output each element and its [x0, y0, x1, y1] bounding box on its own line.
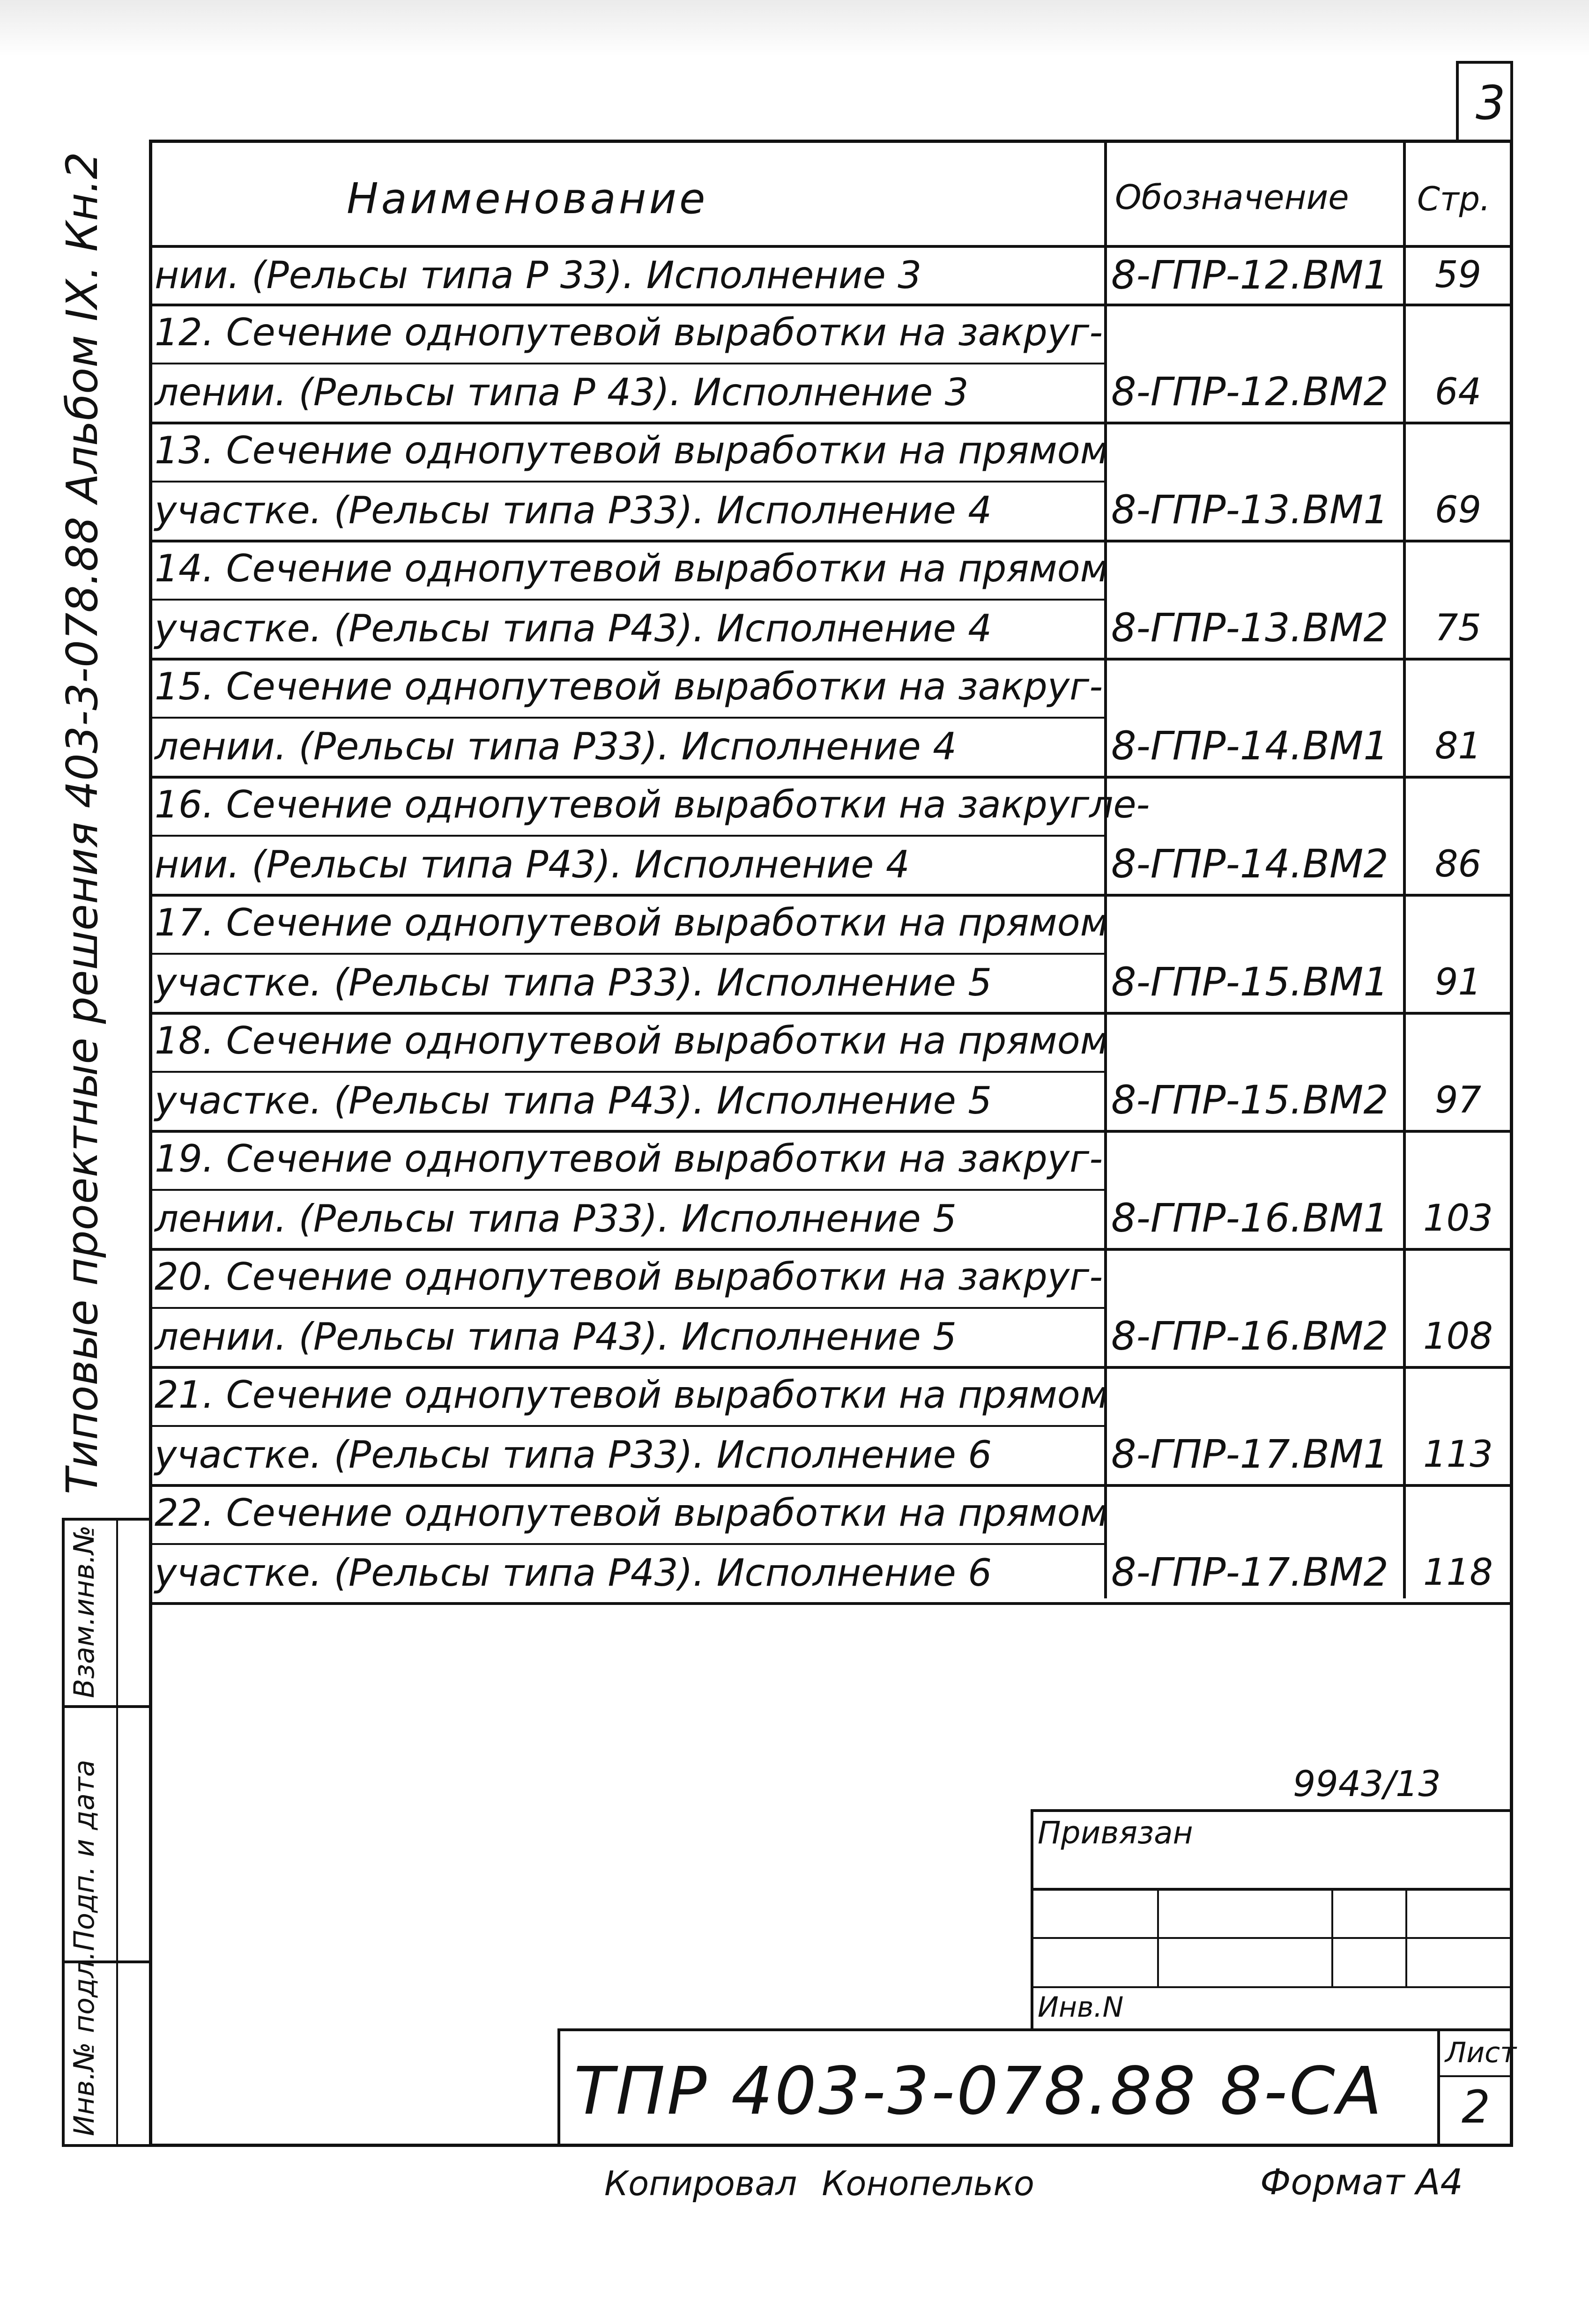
title-block-sheet-divider: [1437, 2028, 1440, 2147]
table-row-code: 8-ГПР-14.ВМ1: [1111, 723, 1389, 769]
header-code: Обозначение: [1115, 178, 1349, 217]
row-line: [149, 304, 1513, 306]
table-row-code: 8-ГПР-13.ВМ2: [1111, 605, 1389, 651]
left-strip-sign: Подп. и дата: [68, 1760, 101, 1951]
table-row-text: 22. Сечение однопутевой выработки на прямом: [155, 1491, 1109, 1535]
corner-box-left: [1456, 61, 1459, 140]
table-row-text: участке. (Рельсы типа Р33). Исполнение 5: [155, 961, 992, 1004]
title-block-top: [557, 2028, 1513, 2031]
stamp-left: [1031, 1809, 1033, 2029]
table-row-code: 8-ГПР-17.ВМ1: [1111, 1431, 1389, 1477]
sheet-corner-number: 3: [1476, 75, 1506, 130]
table-row-page: 69: [1434, 489, 1482, 531]
table-row-text: лении. (Рельсы типа Р33). Исполнение 4: [155, 725, 957, 768]
table-row-code: 8-ГПР-14.ВМ2: [1111, 841, 1389, 887]
table-row-text: 13. Сечение однопутевой выработки на прямом: [155, 429, 1109, 472]
table-row-text: 12. Сечение однопутевой выработки на закруг-: [155, 311, 1103, 354]
row-mid-line: [149, 1071, 1104, 1073]
row-line: [149, 1012, 1513, 1015]
left-strip-div1: [62, 1705, 149, 1708]
table-row-text: 14. Сечение однопутевой выработки на прямом: [155, 547, 1109, 590]
row-line: [149, 422, 1513, 424]
stamp-number: 9943/13: [1293, 1763, 1441, 1804]
left-strip-inner: [116, 1518, 118, 2147]
table-row-page: 75: [1434, 607, 1482, 649]
row-mid-line: [149, 953, 1104, 955]
stamp-inv-label: Инв.N: [1038, 1991, 1124, 2024]
row-mid-line: [149, 1425, 1104, 1427]
table-row-text: участке. (Рельсы типа Р43). Исполнение 5: [155, 1079, 992, 1122]
table-row-text: участке. (Рельсы типа Р43). Исполнение 4: [155, 607, 992, 650]
table-row-page: 108: [1423, 1315, 1493, 1358]
row-line: [149, 894, 1513, 897]
table-row-text: нии. (Рельсы типа Р43). Исполнение 4: [155, 843, 910, 886]
row-mid-line: [149, 1543, 1104, 1545]
table-row-page: 81: [1434, 725, 1482, 767]
side-title: Типовые проектные решения 403-3-078.88 Альбом IX. Кн.2: [57, 152, 107, 1494]
row-mid-line: [149, 835, 1104, 837]
table-row-page: 103: [1423, 1197, 1493, 1240]
left-strip-replace: Взам.инв.№: [68, 1525, 101, 1698]
row-line: [149, 1484, 1513, 1487]
stamp-col3: [1405, 1888, 1407, 1986]
table-row-text: 18. Сечение однопутевой выработки на прямом: [155, 1019, 1109, 1062]
stamp-row1: [1031, 1888, 1513, 1891]
stamp-col1: [1157, 1888, 1159, 1986]
row-mid-line: [149, 363, 1104, 364]
row-line: [149, 1602, 1513, 1605]
table-row-text: 20. Сечение однопутевой выработки на закруг-: [155, 1255, 1103, 1299]
left-strip-edge: [62, 1518, 65, 2147]
table-row-text: 17. Сечение однопутевой выработки на прямом: [155, 901, 1109, 944]
table-row-code: 8-ГПР-13.ВМ1: [1111, 487, 1389, 533]
table-row-text: 15. Сечение однопутевой выработки на закруг-: [155, 665, 1103, 708]
table-row-code: 8-ГПР-15.ВМ2: [1111, 1077, 1389, 1123]
header-name: Наименование: [347, 174, 708, 223]
table-row-code: 8-ГПР-16.ВМ2: [1111, 1313, 1389, 1359]
table-row-code: 8-ГПР-16.ВМ1: [1111, 1195, 1389, 1241]
stamp-top: [1031, 1809, 1513, 1812]
row-line: [149, 540, 1513, 542]
sheet-number: 2: [1462, 2081, 1491, 2133]
row-line: [149, 1366, 1513, 1369]
corner-box-right: [1510, 61, 1513, 140]
table-row-page: 91: [1434, 961, 1482, 1003]
row-mid-line: [149, 1307, 1104, 1309]
table-row-text: нии. (Рельсы типа Р 33). Исполнение 3: [155, 253, 922, 297]
stamp-row2: [1031, 1937, 1513, 1939]
table-row-text: лении. (Рельсы типа Р43). Исполнение 5: [155, 1315, 957, 1359]
left-strip-inv: Инв.№ подл.: [68, 1951, 101, 2136]
sheet-label: Лист: [1445, 2036, 1517, 2069]
stamp-row3: [1031, 1986, 1513, 1988]
row-line: [149, 1248, 1513, 1251]
header-bottom-line: [149, 245, 1513, 248]
scan-shadow: [0, 0, 1589, 56]
table-row-page: 59: [1434, 254, 1482, 296]
table-row-text: участке. (Рельсы типа Р33). Исполнение 6: [155, 1433, 992, 1477]
table-row-code: 8-ГПР-12.ВМ2: [1111, 369, 1389, 415]
title-block-sheet-row: [1437, 2075, 1513, 2077]
table-row-page: 64: [1434, 371, 1482, 413]
table-row-text: 21. Сечение однопутевой выработки на прямом: [155, 1373, 1109, 1417]
row-mid-line: [149, 599, 1104, 601]
table-row-page: 86: [1434, 843, 1482, 885]
table-row-text: 19. Сечение однопутевой выработки на закруг-: [155, 1137, 1103, 1181]
corner-box-top: [1456, 61, 1513, 64]
table-row-text: участке. (Рельсы типа Р43). Исполнение 6: [155, 1551, 992, 1595]
footer-format: Формат А4: [1260, 2161, 1463, 2203]
left-strip-bottom: [62, 2144, 149, 2147]
header-page: Стр.: [1417, 180, 1491, 218]
table-row-code: 8-ГПР-12.ВМ1: [1111, 252, 1389, 298]
stamp-bound-label: Привязан: [1038, 1815, 1193, 1851]
row-mid-line: [149, 1189, 1104, 1191]
row-line: [149, 776, 1513, 779]
row-line: [149, 1130, 1513, 1133]
left-strip-top: [62, 1518, 149, 1521]
table-row-text: лении. (Рельсы типа Р 43). Исполнение 3: [155, 371, 969, 414]
table-row-text: 16. Сечение однопутевой выработки на закругле-: [155, 783, 1150, 826]
table-row-code: 8-ГПР-15.ВМ1: [1111, 959, 1389, 1005]
table-row-code: 8-ГПР-17.ВМ2: [1111, 1549, 1389, 1595]
row-line: [149, 658, 1513, 661]
table-row-page: 113: [1423, 1433, 1493, 1476]
footer-copied: Копировал Конопелько: [604, 2164, 1034, 2203]
document-designation: ТПР 403-3-078.88 8-СА: [574, 2053, 1384, 2130]
stamp-col2: [1331, 1888, 1333, 1986]
title-block-left: [557, 2028, 560, 2147]
table-row-page: 97: [1434, 1079, 1482, 1121]
table-row-text: лении. (Рельсы типа Р33). Исполнение 5: [155, 1197, 957, 1240]
table-row-page: 118: [1423, 1552, 1493, 1594]
table-row-text: участке. (Рельсы типа Р33). Исполнение 4: [155, 489, 992, 532]
row-mid-line: [149, 717, 1104, 719]
row-mid-line: [149, 481, 1104, 483]
